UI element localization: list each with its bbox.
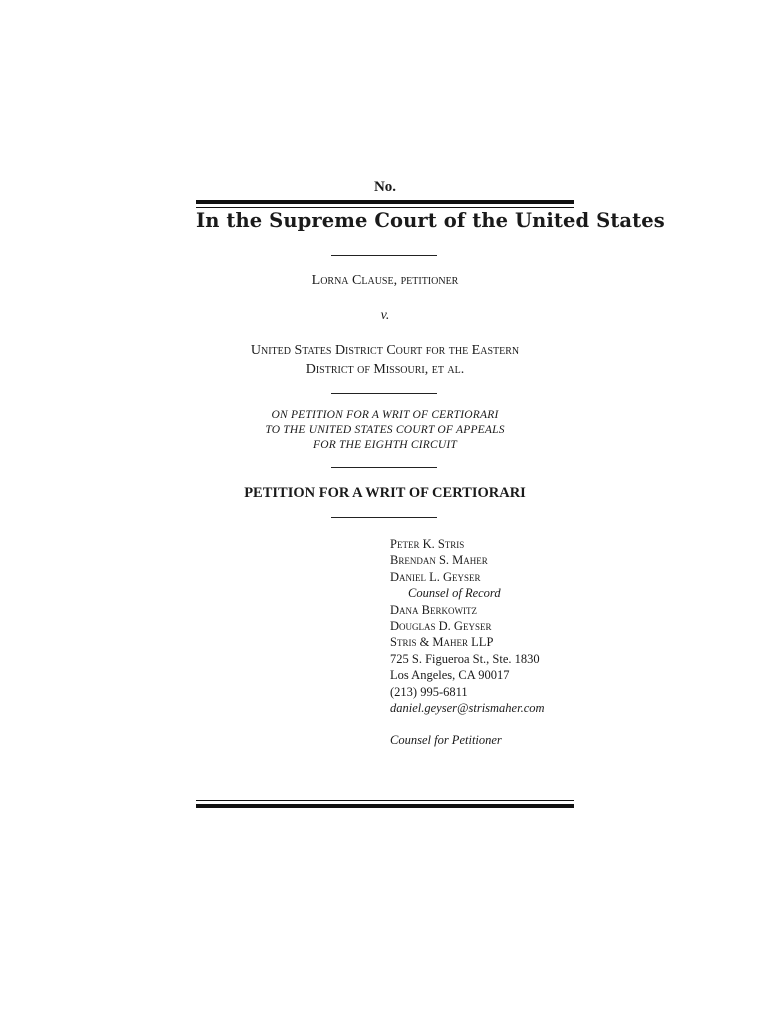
counsel-name: Douglas D. Geyser: [390, 619, 492, 634]
respondent-line: United States District Court for the Eastern: [250, 343, 520, 358]
on-petition-block: [0, 408, 770, 453]
divider-rule: [331, 467, 437, 468]
document-heading: PETITION FOR A WRIT OF CERTIORARI: [244, 485, 526, 501]
court-title: In the Supreme Court of the United States: [196, 209, 665, 232]
email-address: daniel.geyser@strismaher.com: [390, 701, 545, 716]
bottom-double-rule: [196, 800, 574, 808]
top-double-rule: [196, 200, 574, 208]
on-petition-line: FOR THE EIGHTH CIRCUIT: [313, 439, 457, 451]
counsel-block: [390, 536, 545, 749]
divider-rule: [331, 393, 437, 394]
address-line: Los Angeles, CA 90017: [390, 668, 510, 683]
counsel-of-record-label: Counsel of Record: [408, 586, 501, 601]
counsel-name: Brendan S. Maher: [390, 553, 488, 568]
counsel-name: Peter K. Stris: [390, 537, 465, 551]
on-petition-line: TO THE UNITED STATES COURT OF APPEALS: [265, 424, 505, 436]
counsel-name: Dana Berkowitz: [390, 602, 477, 617]
divider-rule: [331, 517, 437, 518]
respondent-block: [0, 341, 770, 379]
counsel-name: Daniel L. Geyser: [390, 569, 481, 584]
counsel-role: Counsel for Petitioner: [390, 733, 502, 748]
on-petition-line: ON PETITION FOR A WRIT OF CERTIORARI: [271, 409, 499, 421]
firm-name: Stris & Maher LLP: [390, 635, 494, 650]
phone-number: (213) 995-6811: [390, 684, 468, 699]
versus-label: v.: [380, 308, 390, 323]
respondent-line: District of Missouri, et al.: [305, 362, 465, 377]
address-line: 725 S. Figueroa St., Ste. 1830: [390, 651, 540, 666]
petitioner-line: Lorna Clause, petitioner: [311, 273, 459, 288]
docket-number-label: No.: [373, 179, 397, 195]
divider-rule: [331, 255, 437, 256]
